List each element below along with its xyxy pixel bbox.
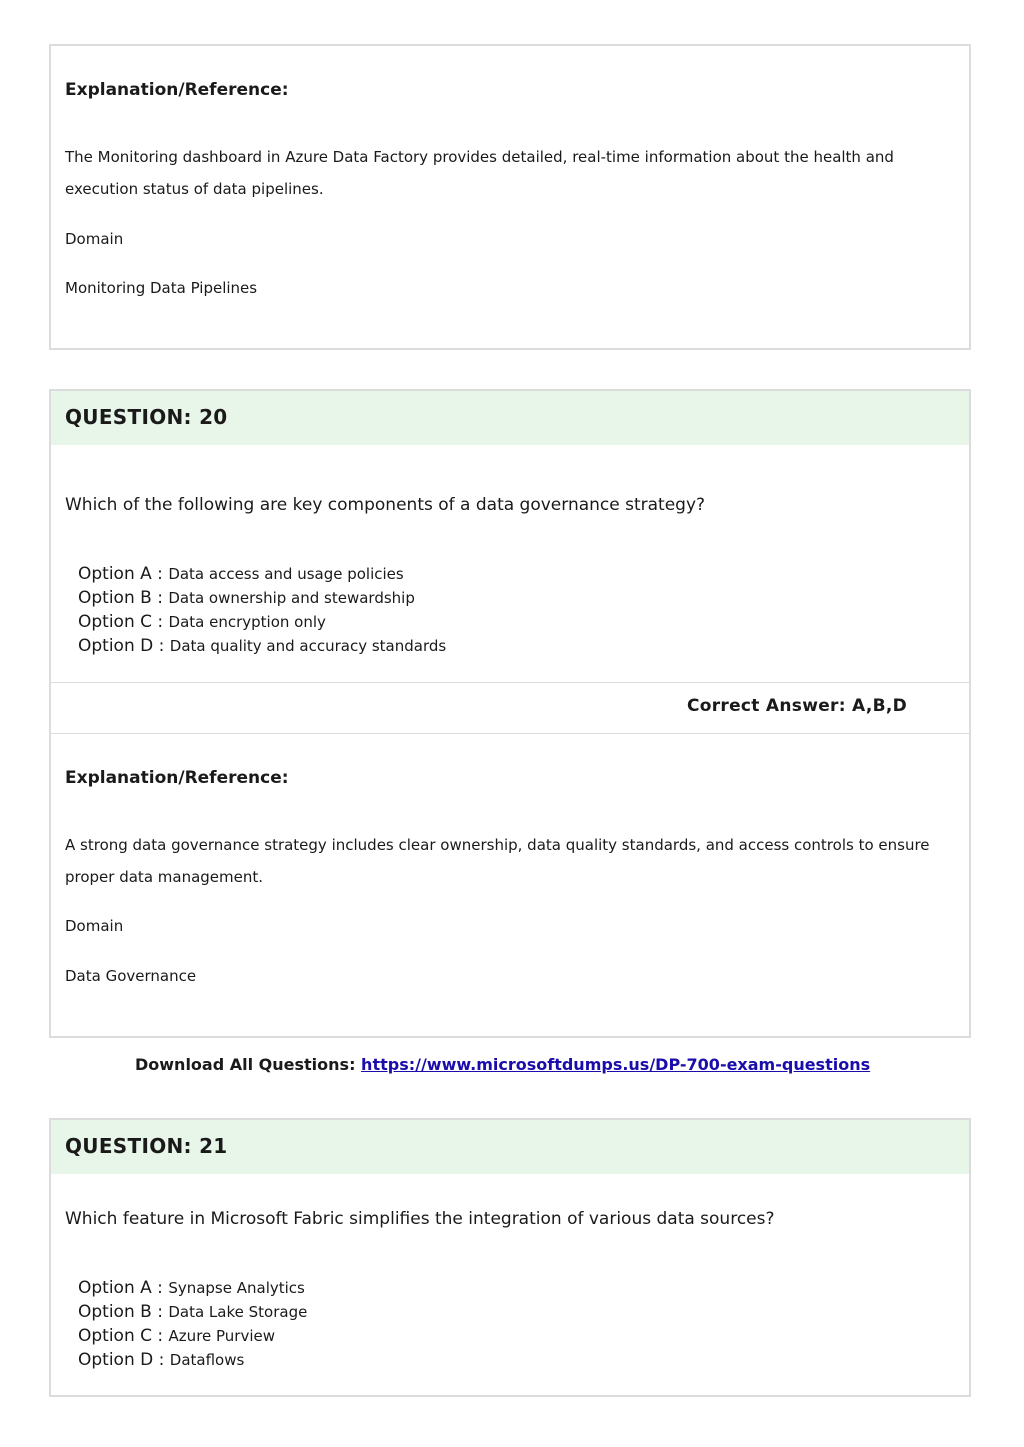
divider: [51, 733, 969, 734]
question-header: [51, 391, 969, 445]
download-line: [135, 1055, 870, 1074]
question-header: [51, 1120, 969, 1174]
explanation-text: The Monitoring dashboard in Azure Data Factory provides detailed, real-time information about the health and execution status of data pipelines.: [65, 148, 894, 198]
download-label: Download All Questions:: [135, 1055, 362, 1074]
option-a: Option A : Data access and usage policies: [78, 564, 404, 584]
options-list: [78, 562, 446, 658]
option-c: Option C : Data encryption only: [78, 612, 326, 632]
domain-value: Monitoring Data Pipelines: [65, 279, 258, 297]
divider: [51, 682, 969, 683]
option-b: Option B : Data Lake Storage: [78, 1302, 308, 1322]
correct-answer: Correct Answer: A,B,D: [686, 696, 907, 716]
explanation-heading: Explanation/Reference:: [65, 768, 289, 788]
domain-value: Data Governance: [65, 967, 197, 985]
question-card-20: [49, 389, 971, 1038]
question-text: Which feature in Microsoft Fabric simplifies the integration of various data sources?: [65, 1209, 775, 1229]
option-d: Option D : Dataflows: [78, 1350, 245, 1370]
question-text: Which of the following are key components of a data governance strategy?: [65, 495, 706, 515]
question-title: QUESTION: 21: [65, 1134, 228, 1158]
option-d: Option D : Data quality and accuracy standards: [78, 636, 447, 656]
option-c: Option C : Azure Purview: [78, 1326, 276, 1346]
question-card-21: [49, 1118, 971, 1397]
question-title: QUESTION: 20: [65, 405, 228, 429]
option-a: Option A : Synapse Analytics: [78, 1278, 305, 1298]
download-link[interactable]: https://www.microsoftdumps.us/DP-700-exam-questions: [361, 1055, 871, 1074]
option-b: Option B : Data ownership and stewardship: [78, 588, 415, 608]
domain-label: Domain: [65, 917, 124, 935]
domain-label: Domain: [65, 230, 124, 248]
options-list: [78, 1276, 307, 1372]
explanation-card-prev: [49, 44, 971, 350]
explanation-heading: Explanation/Reference:: [65, 80, 289, 100]
explanation-text: A strong data governance strategy includes clear ownership, data quality standards, and access controls to ensure proper data management.: [65, 836, 930, 886]
